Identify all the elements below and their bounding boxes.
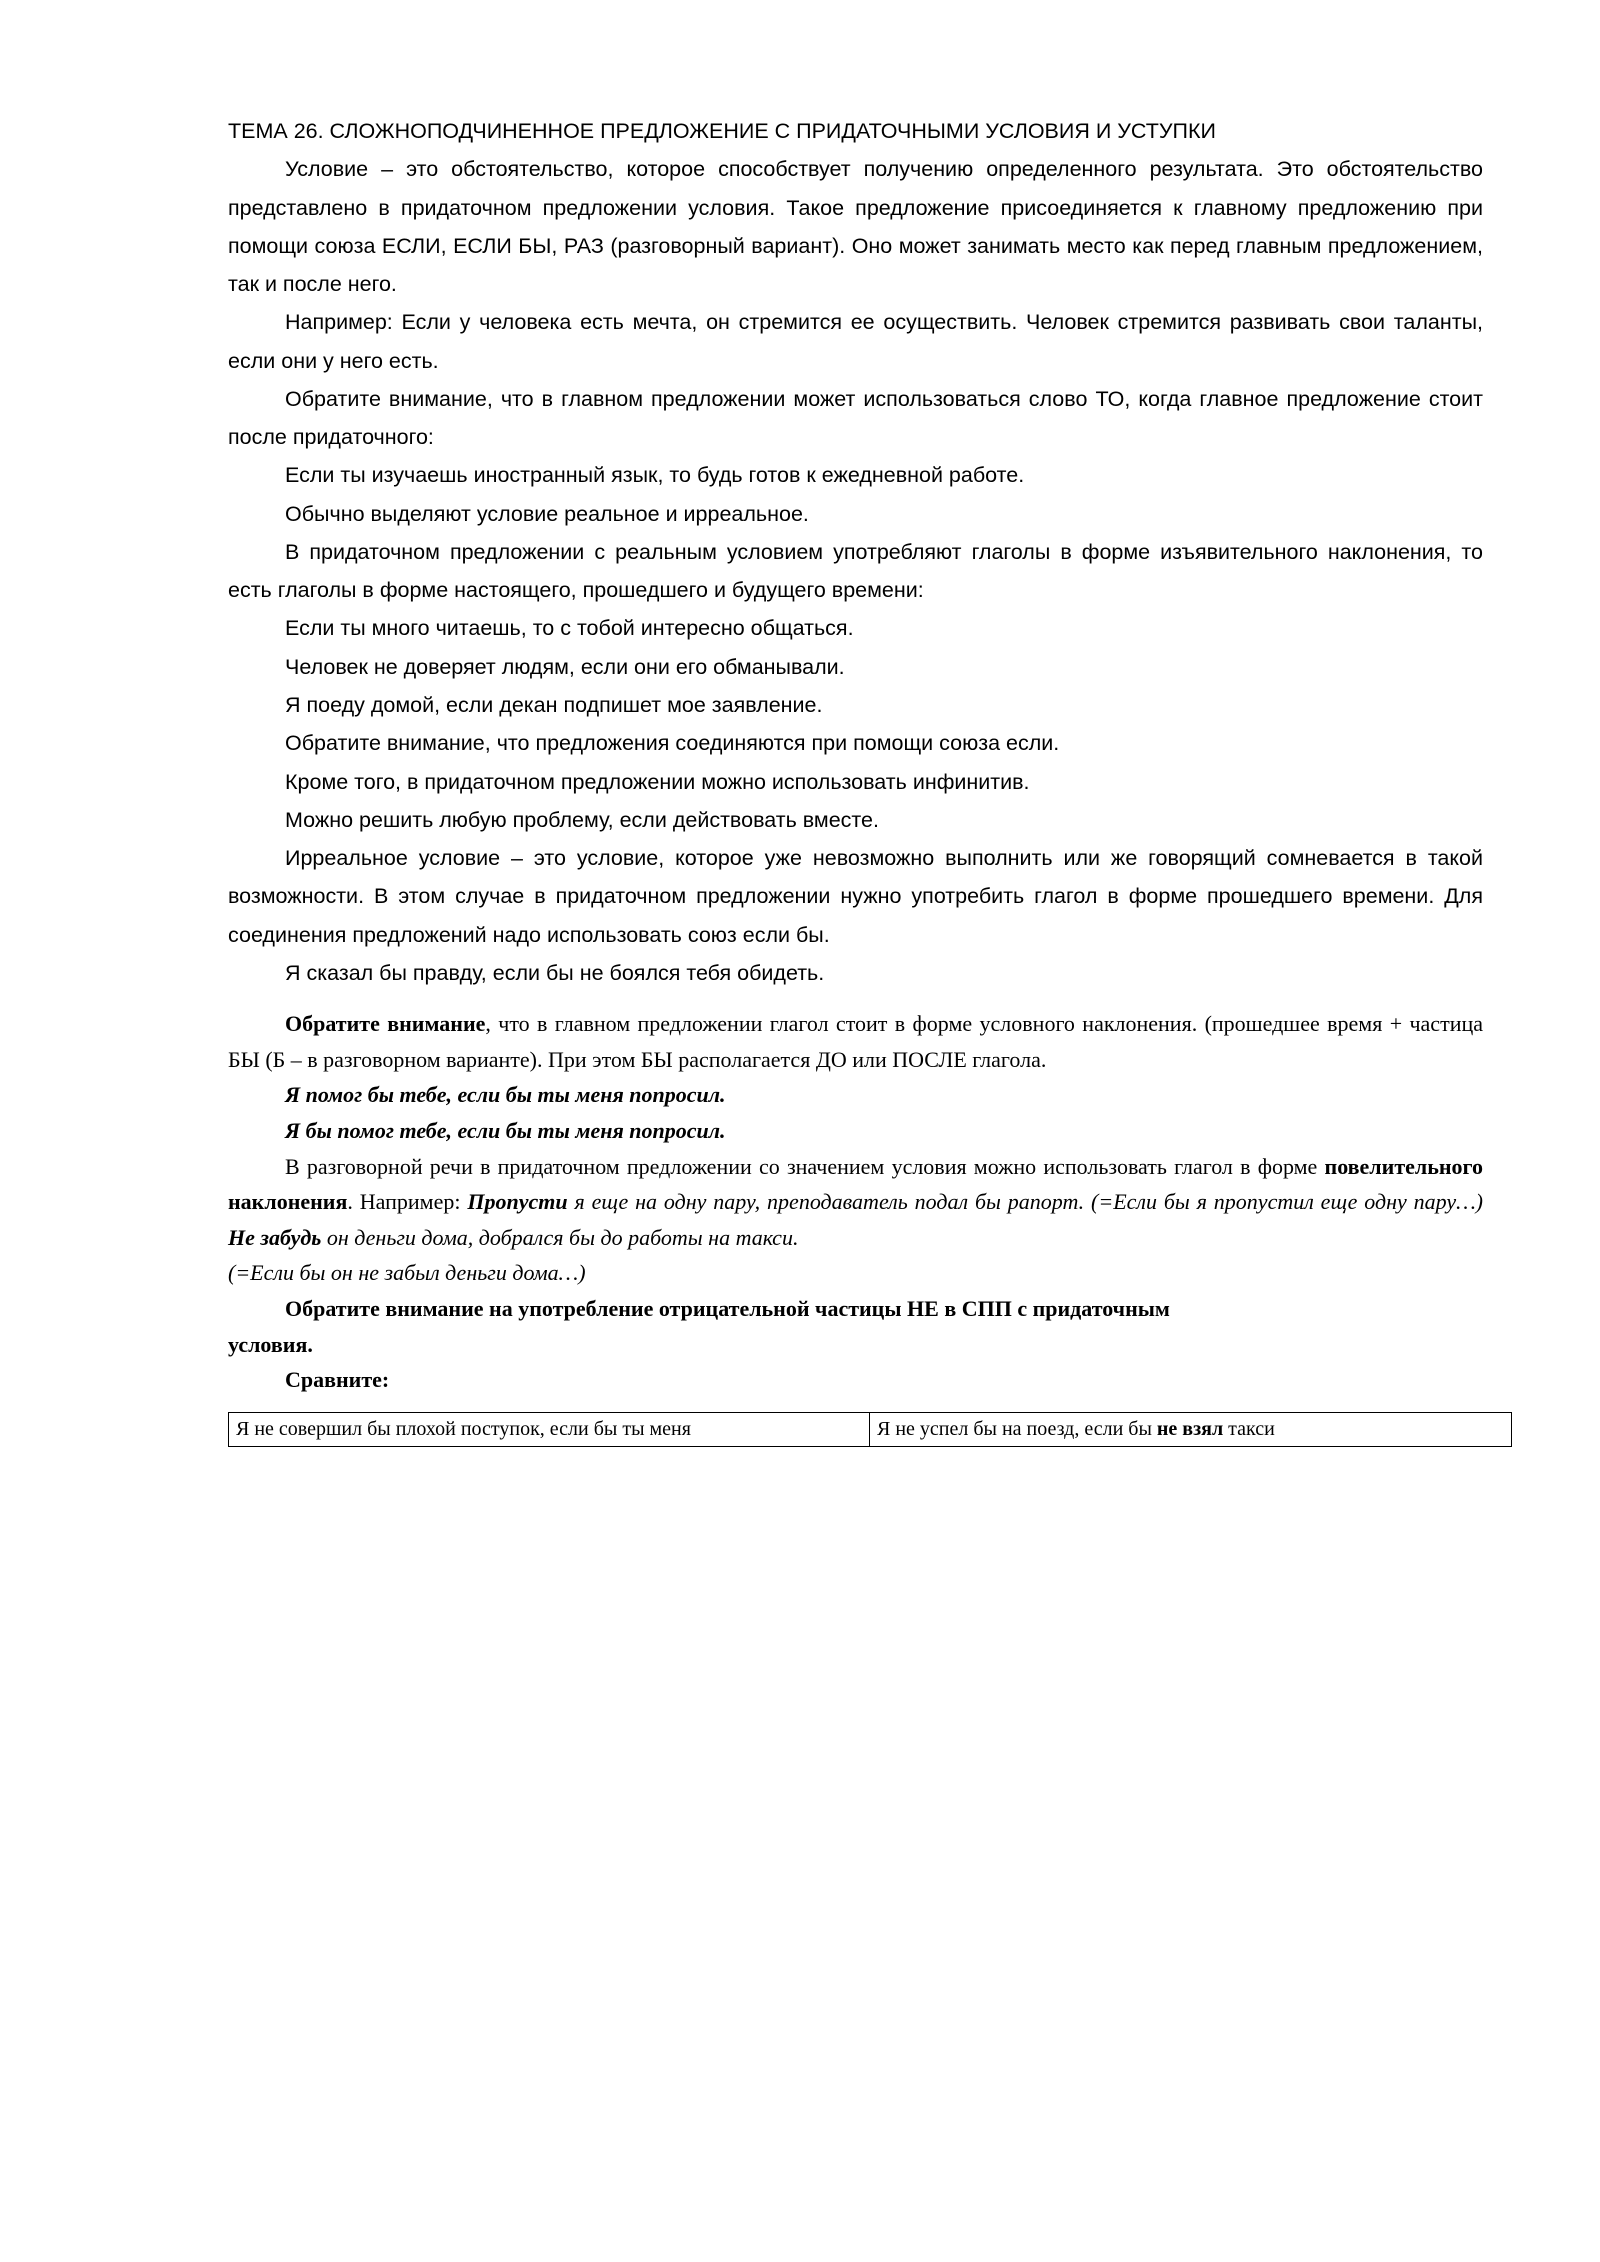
example-sentence-7: Кроме того, в придаточном предложении можно использовать инфинитив. — [285, 769, 1030, 794]
comparison-table — [228, 1412, 1512, 1447]
example-sentence-4: Человек не доверяет людям, если они его обманывали. — [285, 654, 845, 679]
colloquial-imperative-1: Пропусти — [467, 1189, 568, 1215]
attention-note-body: , что в главном предложении глагол стоит в форме условного наклонения. (прошедшее время + частица БЫ (Б – в разговорном варианте). При этом БЫ располагается ДО или ПОСЛЕ глагола. — [228, 1011, 1484, 1072]
example-sentence-1: Если ты изучаешь иностранный язык, то будь готов к ежедневной работе. — [285, 463, 1025, 488]
heading-negative-particle-line2: условия. — [228, 1331, 313, 1357]
colloquial-italic-1: я еще на одну пару, преподаватель подал бы рапорт. (=Если бы я пропустил еще одну пару…) — [567, 1189, 1483, 1215]
section-spacer — [228, 992, 1483, 1006]
table-row — [229, 1412, 1512, 1446]
compare-label: Сравните: — [285, 1367, 390, 1393]
paragraph-real-condition: В придаточном предложении с реальным условием употребляют глаголы в форме изъявительного наклонения, то есть глаголы в форме настоящего, прошедшего и будущего времени: — [228, 539, 1483, 603]
page-title: ТЕМА 26. СЛОЖНОПОДЧИНЕННОЕ ПРЕДЛОЖЕНИЕ С ПРИДАТОЧНЫМИ УСЛОВИЯ И УСТУПКИ — [228, 119, 1216, 143]
colloquial-lead: В разговорной речи в придаточном предложении со значением условия можно использовать глагол в форме — [285, 1153, 1325, 1179]
paragraph-colloquial-imperative — [228, 1149, 1483, 1256]
example-sentence-6: Обратите внимание, что предложения соединяются при помощи союза если. — [285, 731, 1060, 756]
colloquial-bold-term: повелительного наклонения — [228, 1153, 1483, 1215]
example-sentence-3: Если ты много читаешь, то с тобой интересно общаться. — [285, 616, 854, 641]
example-sentence-2: Обычно выделяют условие реальное и ирреальное. — [285, 501, 809, 526]
table-cell-right — [870, 1412, 1512, 1446]
table-cell-right-emphasis: не взял — [1156, 1417, 1224, 1440]
example-sentence-9: Я сказал бы правду, если бы не боялся тебя обидеть. — [285, 960, 825, 985]
example-sentence-5: Я поеду домой, если декан подпишет мое заявление. — [285, 692, 823, 717]
table-cell-right-pre: Я не успел бы на поезд, если бы — [877, 1417, 1157, 1440]
example-sentence-8: Можно решить любую проблему, если действовать вместе. — [285, 807, 879, 832]
heading-negative-particle-line1: Обратите внимание на употребление отрицательной частицы НЕ в СПП с придаточным — [285, 1296, 1170, 1322]
paragraph-attention-note — [228, 1006, 1483, 1077]
document-content — [228, 112, 1483, 1447]
table-cell-left: Я не совершил бы плохой поступок, если бы ты меня — [229, 1412, 870, 1446]
colloquial-italic-2: он деньги дома, добрался бы до работы на такси. — [321, 1224, 799, 1250]
sans-serif-section — [228, 112, 1483, 992]
paragraph-example-intro: Например: Если у человека есть мечта, он стремится ее осуществить. Человек стремится развивать свои таланты, если они у него есть. — [228, 310, 1483, 373]
example-sentence-10: Я помог бы тебе, если бы ты меня попросил. — [285, 1082, 726, 1108]
paragraph-colloquial-gloss — [228, 1255, 1483, 1291]
serif-section — [228, 992, 1483, 1447]
table-cell-right-post: такси — [1223, 1417, 1275, 1440]
example-sentence-11: Я бы помог тебе, если бы ты меня попросил. — [285, 1117, 726, 1143]
paragraph-note-to: Обратите внимание, что в главном предложении может использоваться слово ТО, когда главное предложение стоит после придаточного: — [228, 386, 1483, 450]
colloquial-mid: . Например: — [347, 1189, 468, 1215]
paragraph-irreal-condition: Ирреальное условие – это условие, которое уже невозможно выполнить или же говорящий сомневается в такой возможности. В этом случае в придаточном предложении нужно употребить глагол в форме прошедшего времени. Для соединения предложений надо использовать союз если бы. — [228, 846, 1483, 947]
paragraph-condition-definition: Условие – это обстоятельство, которое способствует получению определенного результата. Это обстоятельство представлено в придаточном предложении условия. Такое предложение присоединяется к главному предложению при помощи союза ЕСЛИ, ЕСЛИ БЫ, РАЗ (разговорный вариант). Оно может занимать место как перед главным предложением, так и после него. — [228, 157, 1483, 297]
comparison-table-body — [229, 1412, 1512, 1446]
attention-note-lead: Обратите внимание — [285, 1011, 486, 1037]
colloquial-italic-3: (=Если бы он не забыл деньги дома…) — [228, 1260, 586, 1286]
colloquial-imperative-2: Не забудь — [228, 1224, 322, 1250]
